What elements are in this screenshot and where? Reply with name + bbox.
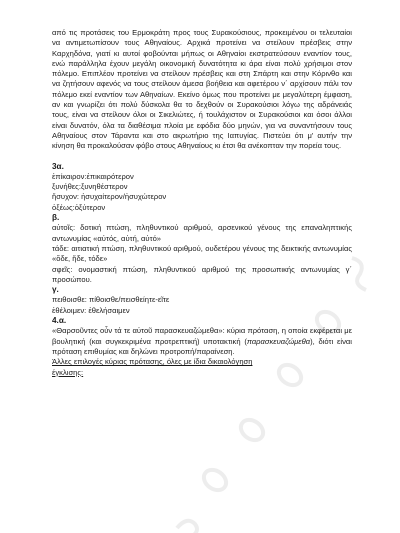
comparison-line: ἥσυχον: ἡσυχαίτερον/ἡσυχώτερον <box>52 192 167 202</box>
verb-form-line: πειθοισθε: πίθοισθε/πεισθείητε-εῖτε <box>52 295 170 305</box>
comparison-line: ὀξέως:ὀξύτερον <box>52 202 106 212</box>
section-3a <box>52 162 352 213</box>
section-3c <box>52 285 352 316</box>
section-3b <box>52 213 352 285</box>
underlined-note: Άλλες επιλογές κύριας πρότασης, όλες με ίδια δικαιολόγηση <box>52 357 253 367</box>
syntax-text: «Θαρσοῦντες οὖν τά τε αὐτοῦ παρασκευαζώμεθα»: κύρια πρόταση, η οποία εκφέρεται με βουλητική (και συγκεκριμένα προτρεπτική) υποτακτική ( <box>52 326 352 346</box>
underlined-note: έγκλισης: <box>52 367 84 377</box>
section-heading: 3α. <box>52 161 64 171</box>
grammar-line: τάδε: αιτιατική πτώση, πληθυντικού αριθμού, ουδετέρου γένους της δεικτικής αντωνυμίας «ὅδε, ἥδε, τόδε» <box>52 243 352 264</box>
document-page <box>52 28 352 378</box>
section-4a <box>52 316 352 378</box>
comparison-line: ἐπίκαιρον:ἐπικαιρότερον <box>52 171 134 181</box>
syntax-text: ), διότι είναι πρόταση επιθυμίας και δηλώνει προτροπή/παραίνεση. <box>52 336 352 356</box>
syntax-verb: παρασκευαζώμεθα <box>246 336 311 346</box>
answer-paragraph: από τις προτάσεις του Ερμοκράτη προς τους Συρακούσιους, προκειμένου οι τελευταίοι να αντιμετωπίσουν τους Αθηναίους. Αρχικά προτείνει να στείλουν πρέσβεις στην Καρχηδόνα, γιατί κι αυτοί φοβούνται μήπως οι Αθηναίοι εκστρατεύσουν εναντίον τους, ενώ παράλληλα έχουν μεγάλη οικονομική δυνατότητα κι άρα είναι πολύ χρήσιμοι στον πόλεμο. Επιπλέον προτείνει να στείλουν πρέσβεις και στη Σπάρτη και στην Κόρινθο και να ζητήσουν αφενός να τους στείλουν άμεσα βοήθεια και αφετέρου ν΄ αρχίσουν πάλι τον πόλεμο εκεί εναντίον των Αθηναίων. Εκείνο όμως που προτείνει με μεγαλύτερη έμφαση, αν και γνωρίζει ότι πολύ δύσκολα θα το δεχθούν οι Συρακούσιοι λόγω της αδράνειάς τους, είναι να στείλουν όλοι οι Σικελιώτες, ή τουλάχιστον οι Συρακούσιοι και όσοι άλλοι είναι δυνατόν, όλα τα διαθέσιμα πλοία με εφόδια δύο μηνών, για να συναντήσουν τους Αθηναίους στον Τάραντα και στο ακρωτήριο της Ιαπυγίας. Πιστεύει ότι μ' αυτήν την κίνηση θα προκαλούσαν φόβο στους Αθηναίους κι έτσι θα ανέκοπταν την πορεία τους. <box>52 28 352 151</box>
section-heading: γ. <box>52 285 59 295</box>
verb-form-line: ἐθέλοιμεν: ἐθελήσαιμεν <box>52 305 130 315</box>
syntax-paragraph <box>52 326 352 357</box>
section-heading: 4.α. <box>52 316 67 326</box>
grammar-line: σφεῖς: ονομαστική πτώση, πληθυντικού αριθμού της προσωπικής αντωνυμίας γ΄ προσώπου. <box>52 264 352 284</box>
spacer <box>52 152 352 162</box>
section-heading: β. <box>52 213 60 223</box>
comparison-line: ξυνήθες:ξυνηθέστερον <box>52 182 128 192</box>
grammar-line: αὐτοῖς: δοτική πτώση, πληθυντικού αριθμού, αρσενικού γένους της επαναληπτικής αντωνυμίας «αὐτός, αὐτή, αὐτό» <box>52 223 352 243</box>
